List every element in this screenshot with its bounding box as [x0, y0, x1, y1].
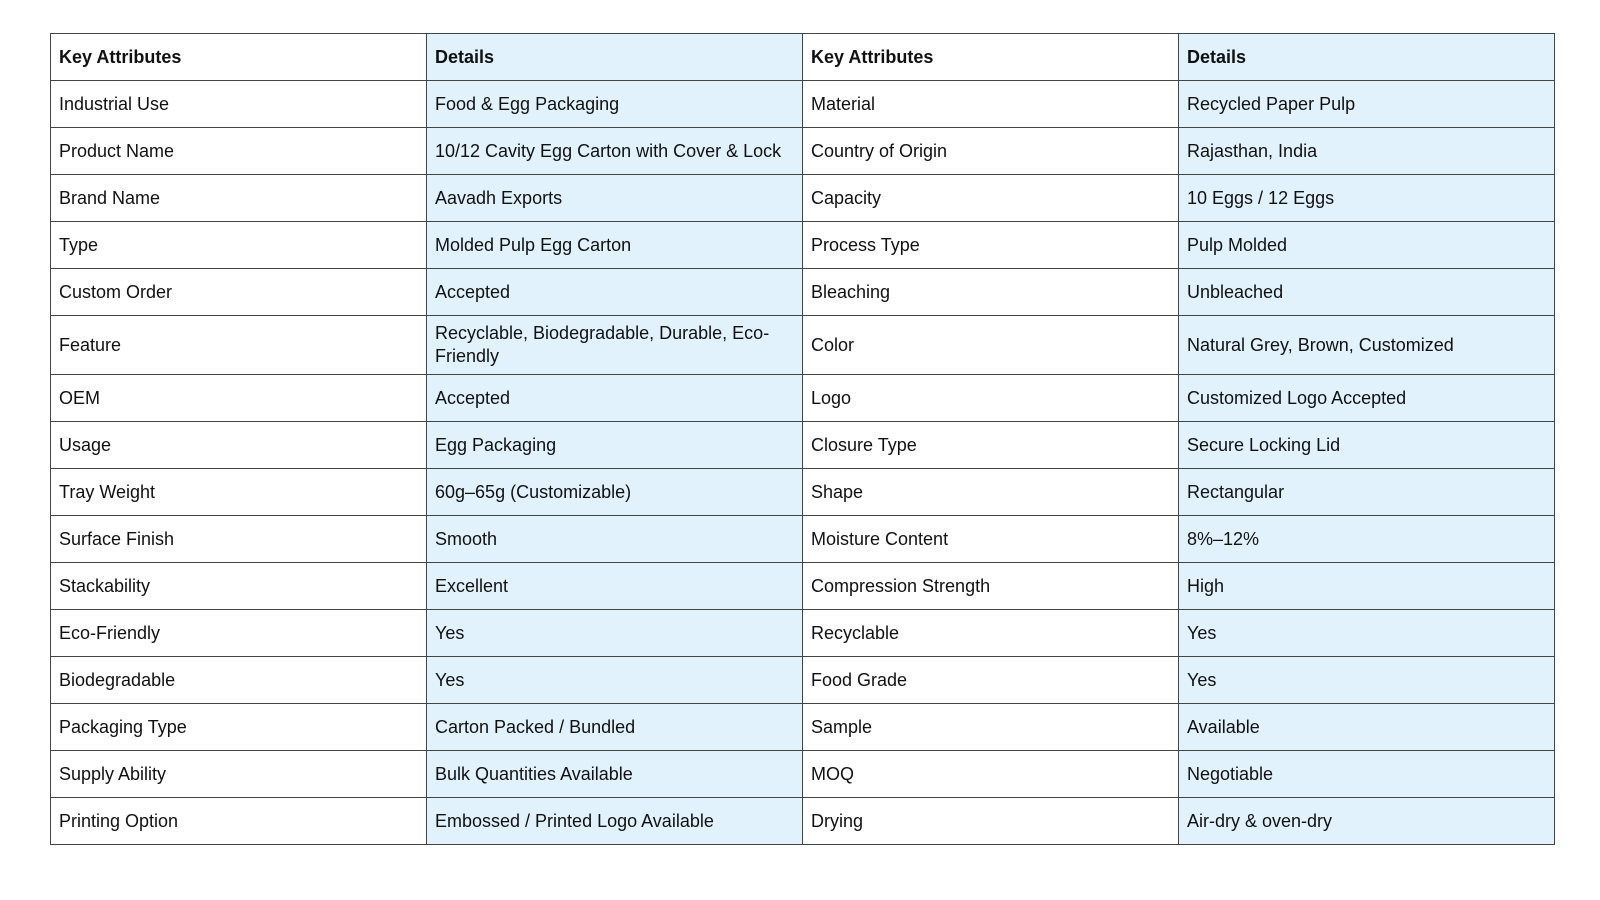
table-row [51, 316, 1555, 375]
detail-cell: Recyclable, Biodegradable, Durable, Eco-Friendly [427, 316, 803, 375]
table-row [51, 751, 1555, 798]
detail-cell: Unbleached [1179, 269, 1555, 316]
header-row [51, 34, 1555, 81]
key-cell: Printing Option [51, 798, 427, 845]
key-cell: Type [51, 222, 427, 269]
header-details-left: Details [427, 34, 803, 81]
key-cell: OEM [51, 375, 427, 422]
key-cell: Color [803, 316, 1179, 375]
key-cell: Feature [51, 316, 427, 375]
detail-cell: Rectangular [1179, 469, 1555, 516]
table-row [51, 610, 1555, 657]
detail-cell: Customized Logo Accepted [1179, 375, 1555, 422]
table-row [51, 175, 1555, 222]
table-row [51, 469, 1555, 516]
key-cell: Stackability [51, 563, 427, 610]
detail-cell: Accepted [427, 269, 803, 316]
key-cell: Food Grade [803, 657, 1179, 704]
detail-cell: Natural Grey, Brown, Customized [1179, 316, 1555, 375]
key-cell: Shape [803, 469, 1179, 516]
detail-cell: Yes [1179, 610, 1555, 657]
key-cell: Drying [803, 798, 1179, 845]
table-row [51, 657, 1555, 704]
spec-table-body [51, 81, 1555, 845]
key-cell: Moisture Content [803, 516, 1179, 563]
detail-cell: Excellent [427, 563, 803, 610]
key-cell: Supply Ability [51, 751, 427, 798]
detail-cell: Secure Locking Lid [1179, 422, 1555, 469]
key-cell: Usage [51, 422, 427, 469]
detail-cell: Egg Packaging [427, 422, 803, 469]
detail-cell: Smooth [427, 516, 803, 563]
table-row [51, 375, 1555, 422]
table-row [51, 563, 1555, 610]
header-details-right: Details [1179, 34, 1555, 81]
detail-cell: Accepted [427, 375, 803, 422]
detail-cell: Embossed / Printed Logo Available [427, 798, 803, 845]
key-cell: Custom Order [51, 269, 427, 316]
key-cell: Industrial Use [51, 81, 427, 128]
table-row [51, 798, 1555, 845]
detail-cell: Carton Packed / Bundled [427, 704, 803, 751]
table-row [51, 516, 1555, 563]
spec-table-header [51, 34, 1555, 81]
detail-cell: Food & Egg Packaging [427, 81, 803, 128]
key-cell: Sample [803, 704, 1179, 751]
detail-cell: Bulk Quantities Available [427, 751, 803, 798]
spec-table [50, 33, 1555, 845]
table-row [51, 222, 1555, 269]
detail-cell: 10 Eggs / 12 Eggs [1179, 175, 1555, 222]
detail-cell: Aavadh Exports [427, 175, 803, 222]
key-cell: Eco-Friendly [51, 610, 427, 657]
table-row [51, 422, 1555, 469]
key-cell: Tray Weight [51, 469, 427, 516]
table-row [51, 704, 1555, 751]
key-cell: Recyclable [803, 610, 1179, 657]
key-cell: Country of Origin [803, 128, 1179, 175]
key-cell: Product Name [51, 128, 427, 175]
detail-cell: Yes [427, 610, 803, 657]
key-cell: Material [803, 81, 1179, 128]
detail-cell: Molded Pulp Egg Carton [427, 222, 803, 269]
detail-cell: 60g–65g (Customizable) [427, 469, 803, 516]
key-cell: Packaging Type [51, 704, 427, 751]
detail-cell: Yes [427, 657, 803, 704]
detail-cell: High [1179, 563, 1555, 610]
detail-cell: Air-dry & oven-dry [1179, 798, 1555, 845]
key-cell: Surface Finish [51, 516, 427, 563]
key-cell: MOQ [803, 751, 1179, 798]
detail-cell: Yes [1179, 657, 1555, 704]
key-cell: Closure Type [803, 422, 1179, 469]
key-cell: Bleaching [803, 269, 1179, 316]
detail-cell: Pulp Molded [1179, 222, 1555, 269]
detail-cell: Negotiable [1179, 751, 1555, 798]
key-cell: Compression Strength [803, 563, 1179, 610]
detail-cell: Recycled Paper Pulp [1179, 81, 1555, 128]
key-cell: Logo [803, 375, 1179, 422]
table-row [51, 269, 1555, 316]
detail-cell: 10/12 Cavity Egg Carton with Cover & Lock [427, 128, 803, 175]
table-row [51, 128, 1555, 175]
detail-cell: Available [1179, 704, 1555, 751]
header-key-attributes-left: Key Attributes [51, 34, 427, 81]
detail-cell: 8%–12% [1179, 516, 1555, 563]
key-cell: Brand Name [51, 175, 427, 222]
key-cell: Biodegradable [51, 657, 427, 704]
key-cell: Capacity [803, 175, 1179, 222]
spec-table-container [50, 33, 1555, 845]
header-key-attributes-right: Key Attributes [803, 34, 1179, 81]
detail-cell: Rajasthan, India [1179, 128, 1555, 175]
table-row [51, 81, 1555, 128]
key-cell: Process Type [803, 222, 1179, 269]
